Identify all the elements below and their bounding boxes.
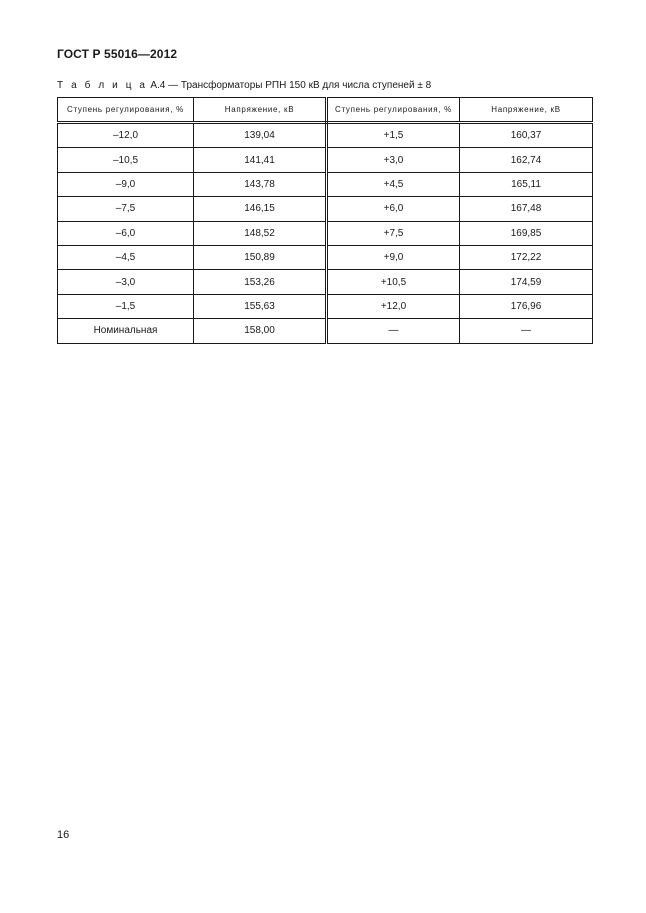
data-table [57, 97, 593, 344]
cell-step-left: –1,5 [58, 294, 194, 318]
cell-voltage-right: 172,22 [460, 245, 593, 269]
cell-step-left: –10,5 [58, 148, 194, 172]
cell-voltage-right: 165,11 [460, 172, 593, 196]
cell-step-right: +1,5 [327, 123, 460, 148]
cell-voltage-left: 139,04 [194, 123, 327, 148]
table-body [58, 123, 593, 344]
column-header-step-right: Ступень регулирования, % [327, 98, 460, 123]
cell-step-right: +6,0 [327, 197, 460, 221]
table-row [58, 319, 593, 343]
table-row [58, 172, 593, 196]
table-row [58, 270, 593, 294]
cell-step-right: +4,5 [327, 172, 460, 196]
table-row [58, 197, 593, 221]
cell-step-left: –3,0 [58, 270, 194, 294]
cell-step-right: +12,0 [327, 294, 460, 318]
cell-voltage-right: 167,48 [460, 197, 593, 221]
table-caption-title: А.4 — Трансформаторы РПН 150 кВ для числа ступеней ± 8 [150, 80, 432, 91]
table-row [58, 245, 593, 269]
cell-step-right: +10,5 [327, 270, 460, 294]
cell-step-left: –6,0 [58, 221, 194, 245]
table-header-row [58, 98, 593, 123]
cell-voltage-right: 160,37 [460, 123, 593, 148]
cell-step-left: –7,5 [58, 197, 194, 221]
cell-step-left: –9,0 [58, 172, 194, 196]
cell-voltage-right: 169,85 [460, 221, 593, 245]
cell-voltage-left: 141,41 [194, 148, 327, 172]
cell-step-left: Номинальная [58, 319, 194, 343]
cell-voltage-right: 174,59 [460, 270, 593, 294]
data-table-container [57, 97, 592, 344]
document-header: ГОСТ Р 55016—2012 [57, 47, 178, 61]
cell-voltage-left: 158,00 [194, 319, 327, 343]
cell-voltage-right: 162,74 [460, 148, 593, 172]
table-row [58, 294, 593, 318]
cell-voltage-right: 176,96 [460, 294, 593, 318]
page-number: 16 [57, 829, 70, 841]
table-caption-label: Т а б л и ц а [57, 80, 148, 91]
cell-voltage-left: 146,15 [194, 197, 327, 221]
cell-step-right: +7,5 [327, 221, 460, 245]
cell-step-right: +9,0 [327, 245, 460, 269]
column-header-voltage-right: Напряжение, кВ [460, 98, 593, 123]
column-header-voltage-left: Напряжение, кВ [194, 98, 327, 123]
cell-step-left: –4,5 [58, 245, 194, 269]
cell-voltage-left: 155,63 [194, 294, 327, 318]
cell-step-right: +3,0 [327, 148, 460, 172]
cell-voltage-left: 148,52 [194, 221, 327, 245]
cell-voltage-right: — [460, 319, 593, 343]
table-row [58, 123, 593, 148]
table-caption [57, 80, 431, 91]
cell-step-right: — [327, 319, 460, 343]
cell-voltage-left: 150,89 [194, 245, 327, 269]
cell-voltage-left: 153,26 [194, 270, 327, 294]
cell-voltage-left: 143,78 [194, 172, 327, 196]
cell-step-left: –12,0 [58, 123, 194, 148]
table-row [58, 148, 593, 172]
column-header-step-left: Ступень регулирования, % [58, 98, 194, 123]
table-row [58, 221, 593, 245]
